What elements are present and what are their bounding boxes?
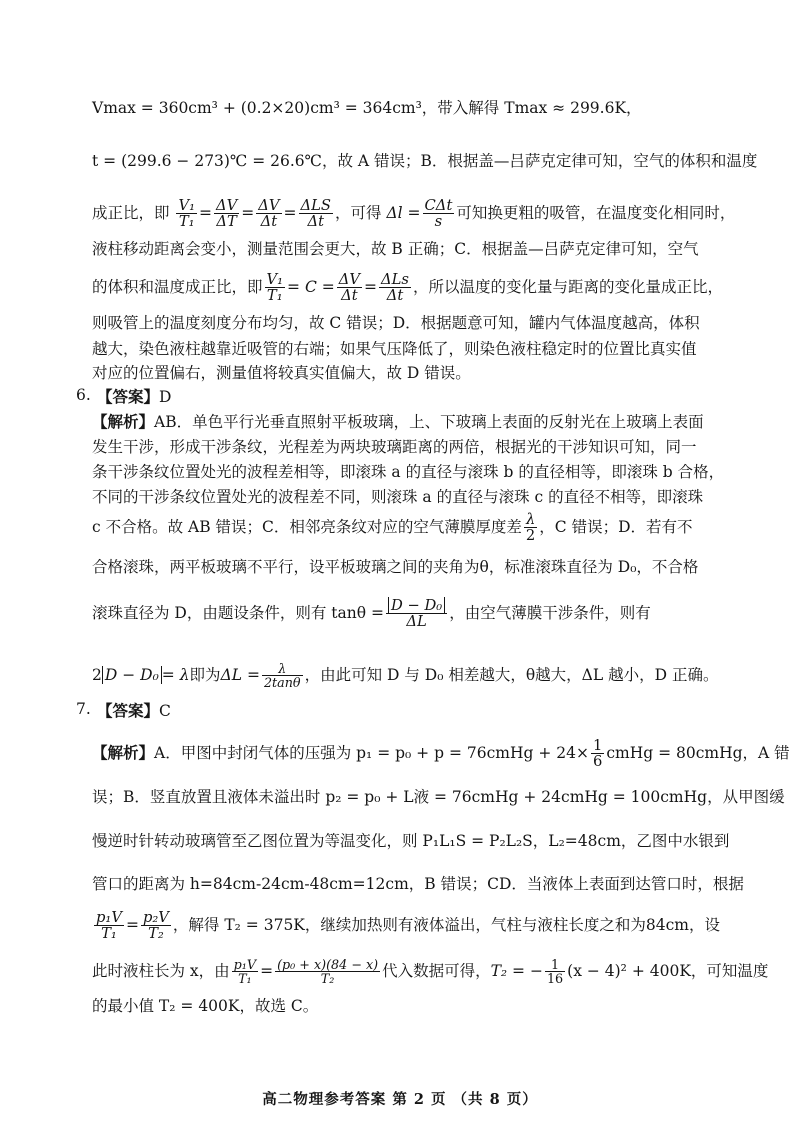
q7-line-1: [0, 738, 800, 770]
frac-num: (p₀ + x)(84 − x): [277, 957, 379, 972]
q6-text-3: 条干涉条纹位置处光的波程差相等，即滚珠 a 的直径与滚珠 b 的直径相等，即滚珠 b 合格，: [92, 463, 725, 481]
q5-line-5: 的体积和温度成正比，即 $\frac{\text{V₁}}{\text{T₁}}$ = C = $\frac{\Delta V}{\Delta t}$ = $\frac{\text{ΔLs}}{\Delta t}$ ，所以温度的变化量与距离的变化量成正比，: [92, 271, 723, 305]
q6-answer-line: [0, 386, 800, 408]
frac-den: Δt: [307, 213, 325, 231]
q7-text-2: 误；B．竖直放置且液体未溢出时 p₂ = p₀ + L液 = 76cmHg + 24cmHg = 100cmHg，从甲图缓: [92, 788, 785, 806]
frac-den: T₂: [320, 971, 335, 987]
formula-eq-lambda: = λ: [161, 665, 190, 684]
q6-line-8: [0, 662, 800, 690]
formula-c: = C =: [287, 277, 335, 296]
q6-answer-label: 【答案】: [97, 387, 160, 406]
formula-abs-d-d0: D − D₀: [102, 666, 162, 684]
q5-line-8: [0, 362, 800, 384]
frac-den: ΔL: [406, 613, 427, 631]
q7-line-6: 此时液柱长为 x，由 $\frac{\text{p₁V}}{\text{T₁}}$ = $\frac{\text{(p₀ + x)(84 − x)}}{\text{T₂}}$ 代入数据可得，T₂ = − $\frac{1}{16}$ (x − 4)² + 400K，可知温度: [92, 957, 769, 987]
q7-text-6a: 此时液柱长为 x，由: [92, 961, 230, 980]
q7-line-4: [0, 873, 800, 895]
q5-text-3b: ，可得: [335, 203, 382, 222]
q5-text-4: 液柱移动距离会变小，测量范围会更大，故 B 正确；C．根据盖—吕萨克定律可知，空气: [92, 240, 699, 258]
fraction-v1-t1-b: [265, 272, 286, 304]
q6-line-5: [0, 512, 800, 544]
fraction-dls-dt: [299, 198, 334, 230]
frac-den: T₁: [238, 971, 252, 987]
q7-number: 7.: [76, 700, 91, 718]
q7-answer-line: [0, 700, 800, 722]
formula-two: 2: [92, 665, 102, 684]
fraction-lambda-2: [524, 512, 537, 544]
fraction-p1v-t1-b: [232, 958, 258, 986]
frac-num: p₁V: [233, 957, 257, 972]
q6-line-7: [0, 598, 800, 630]
frac-den: s: [434, 213, 443, 231]
frac-den: ΔT: [216, 213, 237, 231]
q6-text-8b: ，由此可知 D 与 D₀ 相差越大，θ越大，ΔL 越小，D 正确。: [304, 665, 719, 684]
q6-line-2: [0, 436, 800, 458]
fraction-abs-d-d0-dL: [386, 598, 447, 630]
q5-text-6: 则吸管上的温度刻度分布均匀，故 C 错误；D．根据题意可知，罐内气体温度越高，体积: [92, 314, 700, 332]
q5-text-2: t = (299.6 − 273)℃ = 26.6℃，故 A 错误；B．根据盖—吕萨克定律可知，空气的体积和温度: [92, 152, 758, 170]
frac-den: 2: [525, 527, 536, 545]
q6-text-5b: ，C 错误；D．若有不: [539, 517, 693, 536]
q5-text-3a: 成正比，即: [92, 203, 170, 222]
q6-line-6: [0, 556, 800, 578]
frac-num: V₁: [266, 271, 284, 288]
q7-line-7: [0, 995, 800, 1017]
formula-dl: Δl =: [386, 203, 421, 222]
fraction-dv-dt-b: [337, 272, 362, 304]
frac-den: T₁: [266, 287, 283, 305]
frac-num: ΔV: [338, 271, 361, 288]
frac-den: T₂: [148, 925, 164, 943]
fraction-dv-dT: [214, 198, 239, 230]
q6-text-6: 合格滚珠，两平板玻璃不平行，设平板玻璃之间的夹角为θ，标准滚珠直径为 D₀，不合格: [92, 558, 699, 576]
fraction-p2v-t2: [141, 910, 171, 942]
abs-d-d0: D − D₀: [388, 597, 445, 614]
q6-analysis-label: 【解析】: [92, 412, 155, 431]
frac-num: p₁V: [96, 909, 122, 926]
q5-line-2: [0, 150, 800, 172]
fraction-1-16: [545, 958, 565, 986]
frac-num: ΔLs: [381, 271, 409, 288]
q7-line-5: $\frac{\text{p₁V}}{\text{T₁}}$ = $\frac{\text{p₂V}}{\text{T₂}}$ ，解得 T₂ = 375K，继续加热则有液体溢出，气柱与液柱长度之和为84cm，设: [96, 909, 720, 943]
fraction-p0x-t2: [275, 958, 380, 986]
frac-num: CΔt: [424, 197, 453, 214]
q7-text-4: 管口的距离为 h=84cm-24cm-48cm=12cm，B 错误；CD．当液体上表面到达管口时，根据: [92, 875, 744, 893]
q7-text-6c: T₂ = −: [490, 961, 543, 980]
frac-num: λ: [262, 662, 303, 676]
frac-den: T₁: [101, 925, 117, 943]
q7-text-3: 慢逆时针转动玻璃管至乙图位置为等温变化，则 P₁L₁S = P₂L₂S，L₂=48cm，乙图中水银到: [92, 832, 730, 850]
q6-number: 6.: [76, 386, 91, 404]
fraction-1-6: [591, 738, 604, 770]
fraction-lambda-2tan: [262, 662, 303, 690]
frac-num: ΔV: [258, 197, 280, 214]
q6-text-1: AB．单色平行光垂直照射平板玻璃，上、下玻璃上表面的反射光在上玻璃上表面: [154, 413, 704, 431]
fraction-p1v-t1: [94, 910, 124, 942]
q7-text-1b: cmHg = 80cmHg，A 错: [606, 743, 790, 762]
q5-text-1: Vmax = 360cm³ + (0.2×20)cm³ = 364cm³，带入解得 Tmax ≈ 299.6K，: [92, 99, 642, 117]
q5-line-4: [0, 238, 800, 260]
q7-text-5a: ，解得 T₂ = 375K，继续加热则有液体溢出，气柱与液柱长度之和为84cm，设: [172, 915, 720, 934]
q7-text-7: 的最小值 T₂ = 400K，故选 C。: [92, 997, 319, 1015]
q7-answer-label: 【答案】: [97, 701, 160, 720]
q7-text-1a: A．甲图中封闭气体的压强为 p₁ = p₀ + p = 76cmHg + 24×: [154, 743, 589, 762]
frac-num: V₁: [178, 197, 195, 214]
q6-text-5a: c 不合格。故 AB 错误；C．相邻亮条纹对应的空气薄膜厚度差: [92, 517, 522, 536]
frac-den: Δt: [386, 287, 404, 305]
q5-line-1: [0, 97, 800, 119]
q6-line-4: [0, 486, 800, 508]
formula-dL: ΔL =: [220, 665, 260, 684]
q5-text-3c: 可知换更粗的吸管，在温度变化相同时，: [456, 203, 736, 222]
frac-num: p₂V: [142, 909, 169, 926]
q5-line-3: 成正比，即 $\frac{\text{V₁}}{\text{T₁}}$ = $\frac{\Delta V}{\Delta T}$ = $\frac{\Delta V}{\Delta t}$ = $\frac{\text{ΔLS}}{\Delta t}$ ，可得 Δl = $\frac{\text{CΔt}}{s}$ 可知换更粗的吸管，在温度变化相同时，: [92, 197, 736, 231]
q6-text-7a: 滚珠直径为 D，由题设条件，则有 tanθ =: [92, 603, 384, 622]
q5-text-7: 越大，染色液柱越靠近吸管的右端；如果气压降低了，则染色液柱稳定时的位置比真实值: [92, 340, 697, 358]
q7-line-3: [0, 830, 800, 852]
q5-text-8: 对应的位置偏右，测量值将较真实值偏大，故 D 错误。: [92, 364, 471, 382]
frac-den: 6: [592, 753, 603, 771]
q6-line-1: [0, 411, 800, 433]
frac-den: Δt: [341, 287, 358, 305]
frac-num: 1: [545, 958, 565, 972]
frac-den: 16: [546, 971, 564, 987]
q5-text-5b: ，所以温度的变化量与距离的变化量成正比，: [412, 277, 723, 296]
q5-line-7: [0, 338, 800, 360]
q6-text-8a: 即为: [189, 665, 221, 684]
frac-num: ΔLS: [300, 197, 332, 214]
q6-answer-value: D: [159, 388, 172, 406]
q6-text-7b: ，由空气薄膜干涉条件，则有: [449, 603, 651, 622]
q5-text-5a: 的体积和温度成正比，即: [92, 277, 263, 296]
q7-analysis-label: 【解析】: [92, 742, 155, 762]
q6-text-2: 发生干涉，形成干涉条纹，光程差为两块玻璃距离的两倍，根据光的干涉知识可知，同一: [92, 438, 697, 456]
fraction-dls-dt-b: [379, 272, 411, 304]
q7-text-6b: 代入数据可得，: [382, 961, 491, 980]
frac-num: 1: [592, 737, 603, 754]
frac-num: λ: [524, 512, 537, 528]
q7-line-2: [0, 786, 800, 808]
q5-line-6: [0, 312, 800, 334]
frac-den: 2tanθ: [263, 675, 301, 691]
frac-den: Δt: [260, 213, 278, 231]
fraction-cdt-s: [423, 198, 455, 230]
q6-line-3: [0, 461, 800, 483]
q6-text-4: 不同的干涉条纹位置处光的波程差不同，则滚珠 a 的直径与滚珠 c 的直径不相等，即滚珠: [92, 488, 704, 506]
q7-text-6d: (x − 4)² + 400K，可知温度: [567, 961, 769, 980]
fraction-dv-dt: [256, 198, 281, 230]
fraction-v1-t1: [176, 198, 197, 230]
frac-den: T₁: [178, 213, 195, 231]
frac-num: ΔV: [215, 197, 238, 214]
page-footer: 高二物理参考答案 第 2 页 （共 8 页）: [262, 1091, 538, 1108]
q7-answer-value: C: [159, 702, 171, 720]
